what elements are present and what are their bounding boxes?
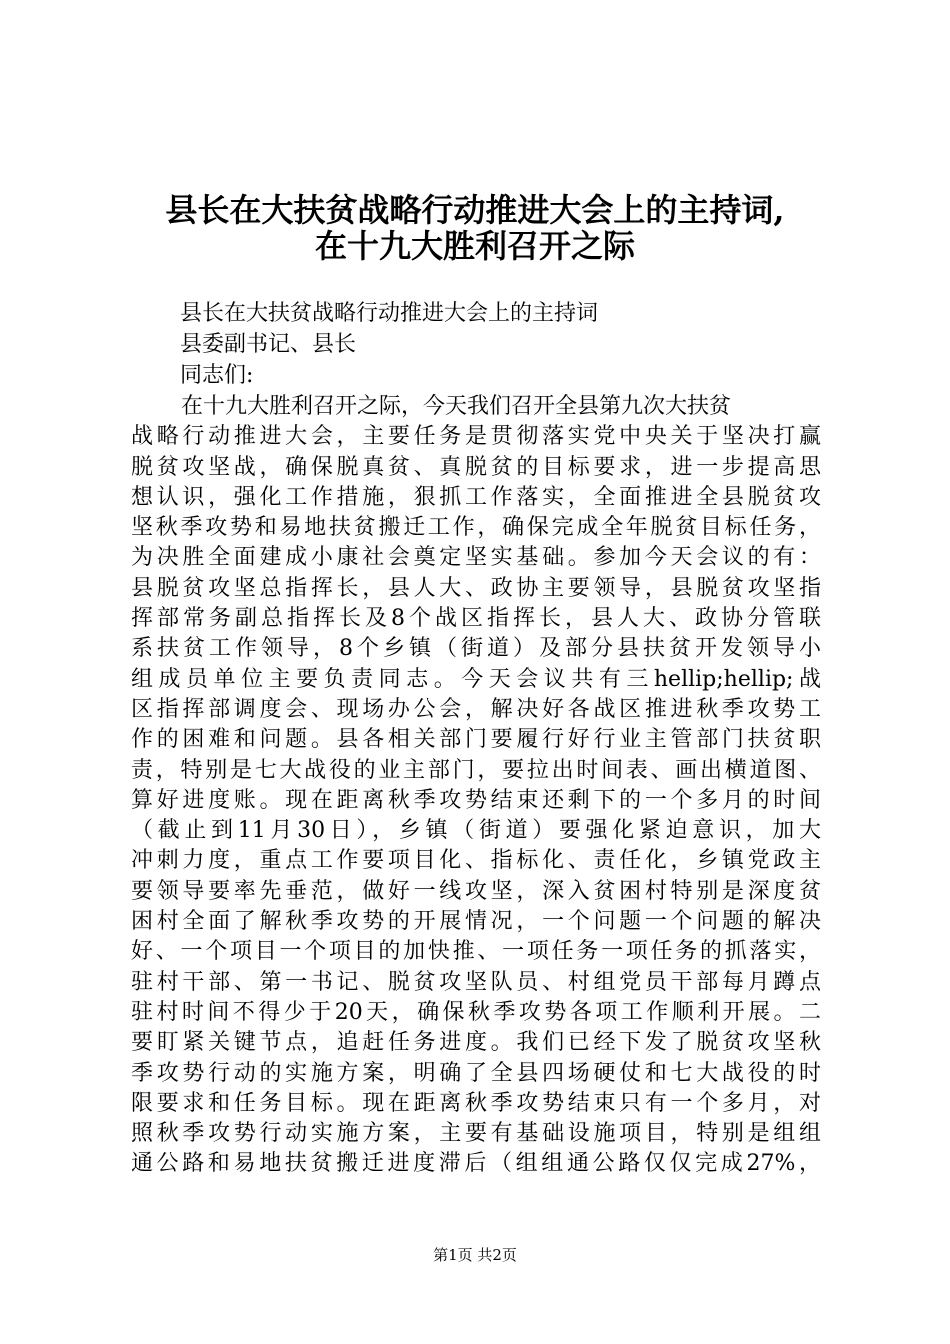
body-line: 驻村干部、第一书记、脱贫攻坚队员、村组党员干部每月蹲点	[131, 969, 821, 995]
body-line: 通公路和易地扶贫搬迁进度滞后（组组通公路仅仅完成27%，	[131, 1151, 821, 1177]
body-line: 区指挥部调度会、现场办公会，解决好各战区推进秋季攻势工	[131, 696, 821, 722]
body-line: 季攻势行动的实施方案，明确了全县四场硬仗和七大战役的时	[131, 1060, 821, 1086]
body-line: （截止到11月30日），乡镇（街道）要强化紧迫意识，加大	[131, 818, 821, 844]
body-line: 困村全面了解秋季攻势的开展情况，一个问题一个问题的解决	[131, 909, 821, 935]
body-line: 好、一个项目一个项目的加快推、一项任务一项任务的抓落实，	[131, 939, 821, 965]
body-line: 作的困难和问题。县各相关部门要履行好行业主管部门扶贫职	[131, 727, 821, 753]
body-line: 县脱贫攻坚总指挥长，县人大、政协主要领导，县脱贫攻坚指	[131, 575, 821, 601]
body-line: 要领导要率先垂范，做好一线攻坚，深入贫困村特别是深度贫	[131, 878, 821, 904]
body-line: 驻村时间不得少于20天，确保秋季攻势各项工作顺利开展。二	[131, 999, 821, 1025]
body-line: 战略行动推进大会，主要任务是贯彻落实党中央关于坚决打赢	[131, 424, 821, 450]
body-line: 挥部常务副总指挥长及8个战区指挥长，县人大、政协分管联	[131, 606, 821, 632]
body-line: 组成员单位主要负责同志。今天会议共有三hellip;hellip;战	[131, 666, 821, 692]
body-line: 在十九大胜利召开之际，今天我们召开全县第九次大扶贫	[181, 394, 732, 419]
document-subtitle: 县长在大扶贫战略行动推进大会上的主持词	[180, 301, 599, 326]
body-line: 冲刺力度，重点工作要项目化、指标化、责任化，乡镇党政主	[131, 848, 821, 874]
body-paragraph	[131, 392, 821, 1180]
body-line: 算好进度账。现在距离秋季攻势结束还剩下的一个多月的时间	[131, 787, 821, 813]
document-title-line-2: 在十九大胜利召开之际	[314, 227, 635, 265]
body-line: 责，特别是七大战役的业主部门，要拉出时间表、画出横道图、	[131, 757, 821, 783]
page-footer: 第1页 共2页	[433, 1246, 517, 1264]
body-line: 限要求和任务目标。现在距离秋季攻势结束只有一个多月，对	[131, 1090, 821, 1116]
body-line: 要盯紧关键节点，追赶任务进度。我们已经下发了脱贫攻坚秋	[131, 1030, 821, 1056]
body-line: 坚秋季攻势和易地扶贫搬迁工作，确保完成全年脱贫目标任务，	[131, 515, 821, 541]
body-line: 为决胜全面建成小康社会奠定坚实基础。参加今天会议的有：	[131, 545, 821, 571]
document-title-line-1: 县长在大扶贫战略行动推进大会上的主持词,	[165, 191, 785, 229]
body-line: 照秋季攻势行动实施方案，主要有基础设施项目，特别是组组	[131, 1121, 821, 1147]
body-line: 脱贫攻坚战，确保脱真贫、真脱贫的目标要求，进一步提高思	[131, 454, 821, 480]
salutation: 同志们:	[180, 363, 254, 388]
body-line: 想认识，强化工作措施，狠抓工作落实，全面推进全县脱贫攻	[131, 484, 821, 510]
speaker-line: 县委副书记、县长	[180, 332, 357, 357]
body-line: 系扶贫工作领导，8个乡镇（街道）及部分县扶贫开发领导小	[131, 636, 821, 662]
